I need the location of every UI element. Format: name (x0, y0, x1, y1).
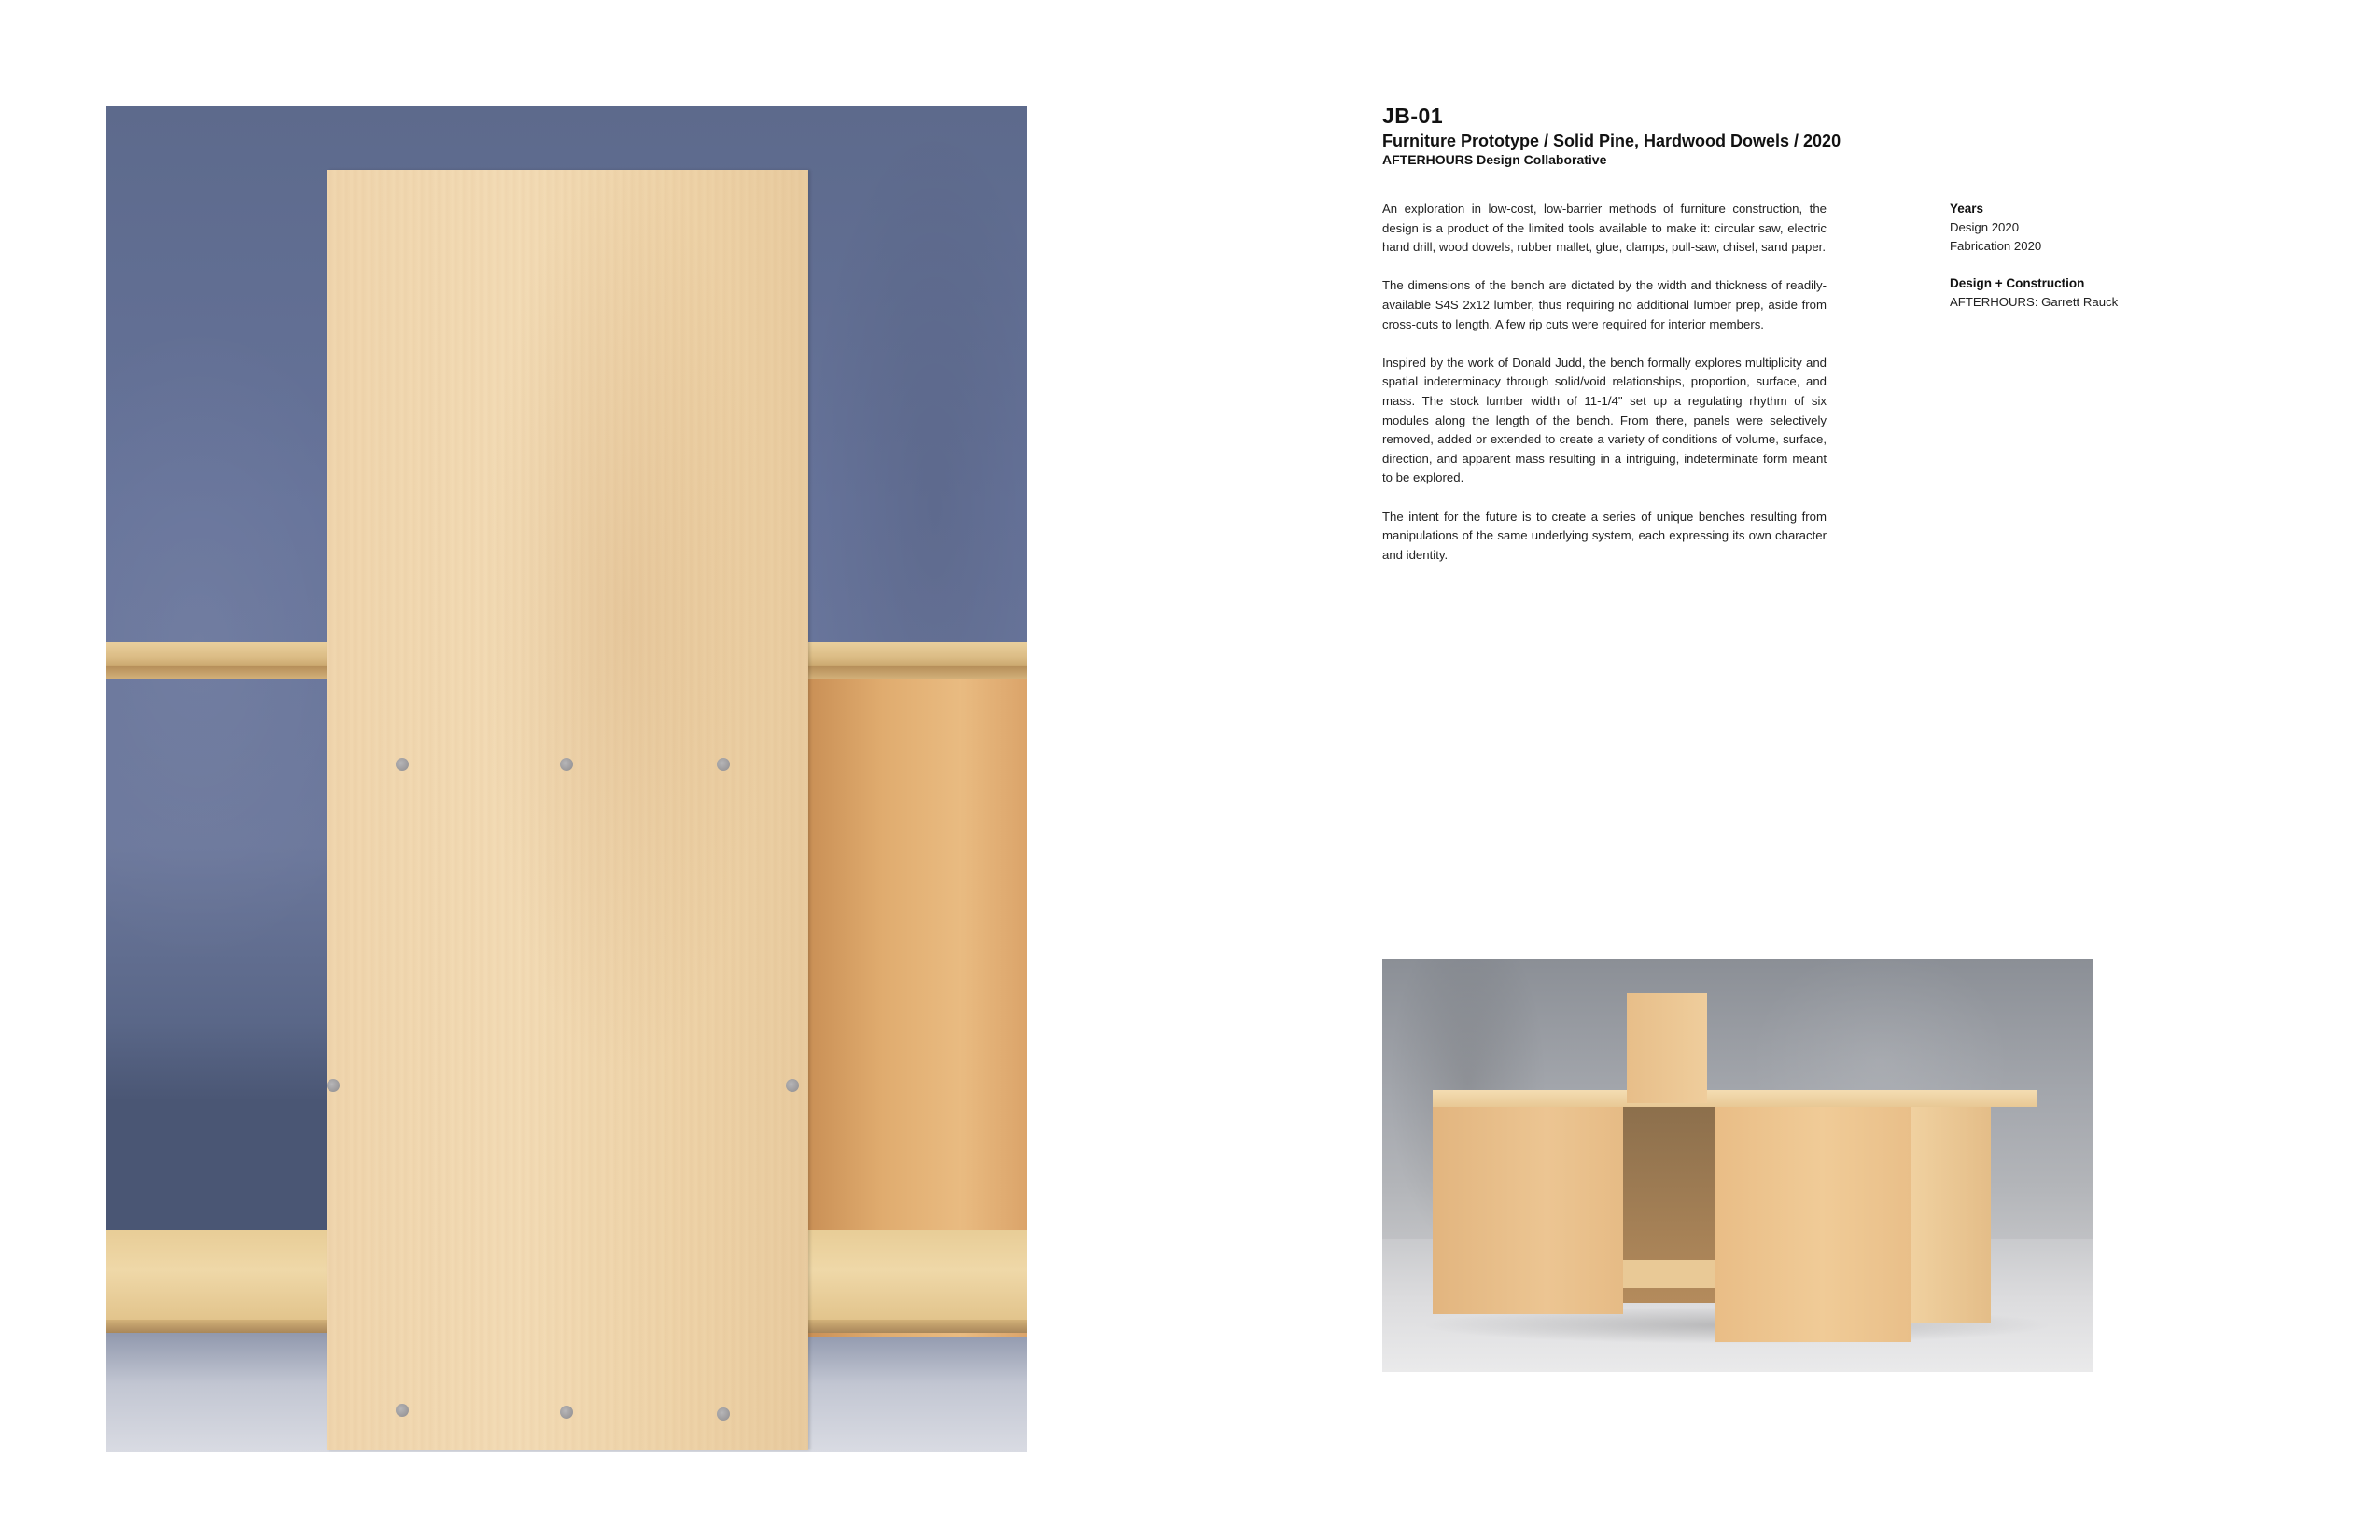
dowel (327, 1079, 340, 1092)
design-year: Design 2020 (1950, 220, 2020, 234)
bench-right-open-end (1911, 1107, 1991, 1323)
bench-overview-photo (1382, 959, 2093, 1372)
dowel (396, 758, 409, 771)
pine-backrest-panel (327, 170, 808, 1450)
fabrication-year: Fabrication 2020 (1950, 239, 2042, 253)
description-paragraph: An exploration in low-cost, low-barrier methods of furniture construction, the design is a product of the limited tools available to make it: circular saw, electric hand drill, wood dowels, rubber mallet, glue, clamps, pull-saw, chisel, sand paper. (1382, 202, 1827, 255)
years-heading: Years (1950, 202, 1984, 216)
description-paragraph: The dimensions of the bench are dictated by the width and thickness of readily-available S4S 2x12 lumber, thus requiring no additional lumber prep, aside from cross-cuts to length. A few rip cuts were required for interior members. (1382, 278, 1827, 331)
bench-left-module (1433, 1107, 1623, 1314)
dowel (396, 1404, 409, 1417)
dowel (717, 1407, 730, 1421)
project-code: JB-01 (1382, 104, 1444, 128)
dowel (560, 1406, 573, 1419)
bench-right-module (1715, 1107, 1911, 1342)
dowel (786, 1079, 799, 1092)
description-paragraph: Inspired by the work of Donald Judd, the bench formally explores multiplicity and spatial indeterminacy through solid/void relationships, proportion, surface, and mass. The stock lumber width of 11-1/4" set up a regulating rhythm of six modules along the length of the bench. From there, panels were selectively removed, added or extended to create a variety of conditions of volume, surface, direction, and apparent mass resulting in a intriguing, indeterminate form meant to be explored. (1382, 355, 1827, 485)
years-group (1950, 200, 2230, 256)
team-group (1950, 274, 2230, 312)
bench-detail-photo (106, 106, 1027, 1452)
dowel (717, 758, 730, 771)
bench-void-shelf (1623, 1260, 1715, 1288)
project-description (1382, 200, 1827, 584)
project-subtitle: Furniture Prototype / Solid Pine, Hardwood Dowels / 2020 (1382, 132, 1841, 150)
bench-top (1433, 1090, 2037, 1107)
project-credits (1950, 200, 2230, 330)
description-paragraph: The intent for the future is to create a series of unique benches resulting from manipulations of the same underlying system, each expressing its own character and identity. (1382, 509, 1827, 562)
dowel (560, 758, 573, 771)
team-heading: Design + Construction (1950, 276, 2085, 290)
bench-backrest (1627, 993, 1707, 1103)
project-studio: AFTERHOURS Design Collaborative (1382, 152, 1607, 167)
team-member: AFTERHOURS: Garrett Rauck (1950, 295, 2119, 309)
project-header (1382, 103, 2036, 168)
